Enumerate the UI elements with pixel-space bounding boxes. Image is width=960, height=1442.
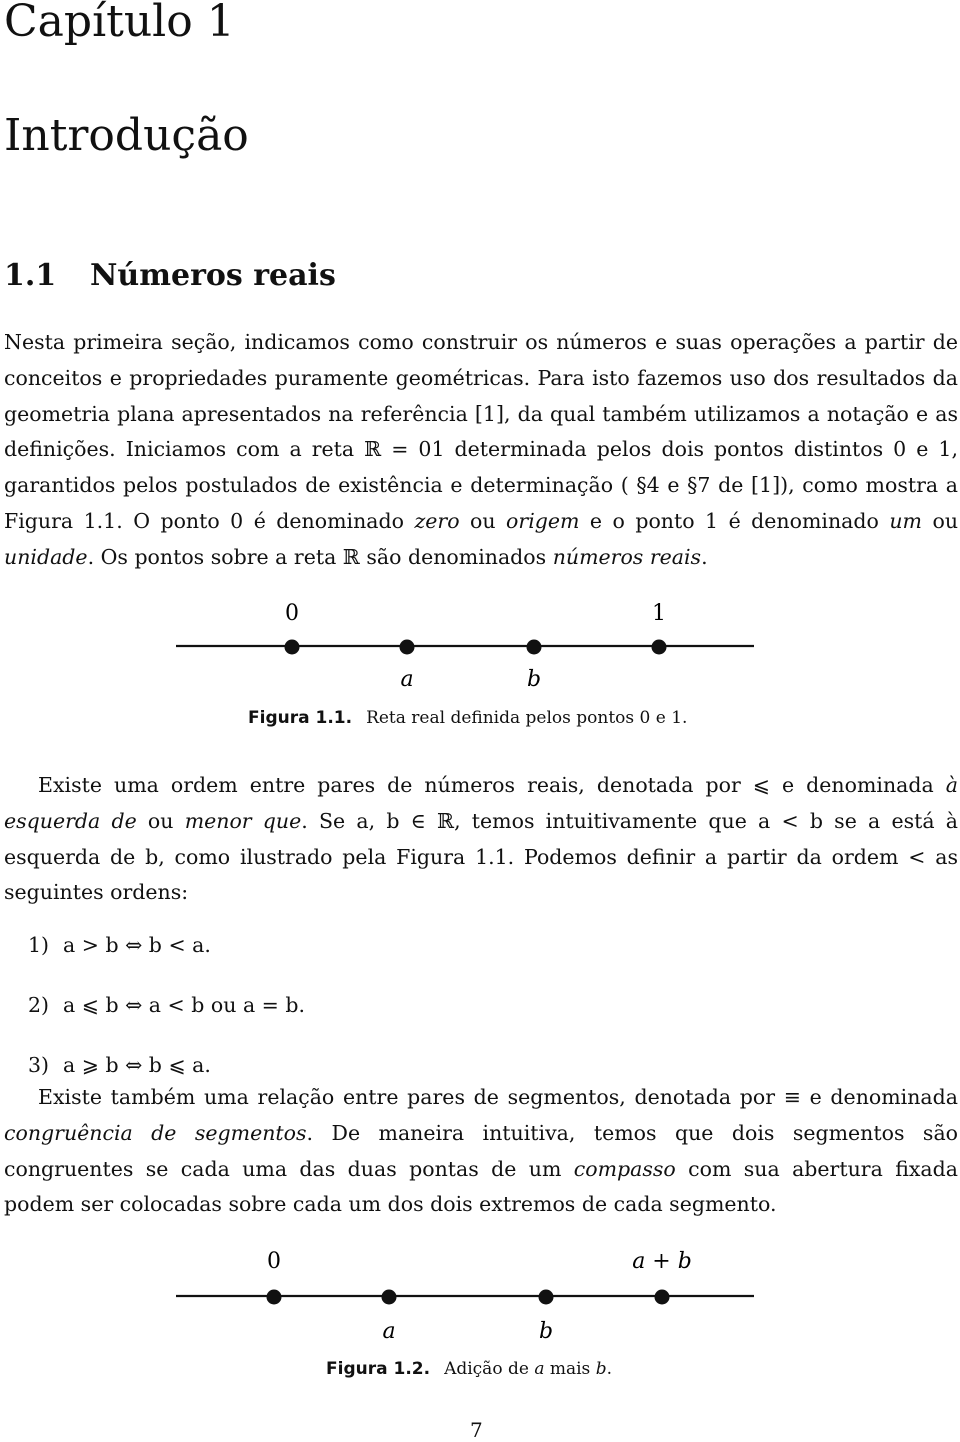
label-one: 1 (652, 601, 666, 626)
point-zero (285, 640, 300, 655)
emphasis: menor que (184, 808, 302, 833)
emphasis: à esquerda de (4, 773, 958, 833)
item-text: a ⩽ b ⇔ a < b ou a = b. (63, 993, 306, 1017)
figure-caption (326, 1357, 612, 1381)
label-a: a (382, 1319, 396, 1344)
label-b: b (526, 667, 542, 692)
caption-text: mais (544, 1359, 596, 1379)
emphasis: unidade (4, 544, 88, 569)
number-line-diagram (0, 590, 960, 710)
chapter-label: Capítulo 1 (4, 0, 235, 47)
point-b (527, 640, 542, 655)
text-run: . (701, 544, 708, 569)
point-a (400, 640, 415, 655)
caption-label: Figura 1.1. (248, 708, 353, 728)
paragraph-congruence (4, 1080, 958, 1223)
text-run: e o ponto 1 é denominado (579, 508, 890, 533)
point-one (652, 640, 667, 655)
caption-text: . (606, 1359, 612, 1379)
caption-label: Figura 1.2. (326, 1359, 431, 1379)
emphasis: congruência de segmentos (4, 1120, 307, 1145)
section-title: Números reais (90, 258, 336, 293)
text-run: . De maneira intuitiva, temos que dois segmentos são congruentes se cada uma das duas pontas de um (4, 1120, 959, 1181)
label-b: b (538, 1319, 554, 1344)
text-run: Existe uma ordem entre pares de números reais, denotada por ⩽ e denominada (38, 773, 946, 797)
text-run: Nesta primeira seção, indicamos como construir os números e suas operações a partir de conceitos e propriedades puramente geométricas. Para isto fazemos uso dos resultados da geometria plana apresentados na referência [1], da qual também utilizamos a notação e as definições. Iniciamos com a reta ℝ = 01 determinada pelos dois pontos distintos 0 e 1, garantidos pelos postulados de existência e determinação ( §4 e §7 de [1]), como mostra a Figura 1.1. O ponto 0 é denominado (4, 330, 958, 533)
text-run: . Os pontos sobre a reta ℝ são denominados (87, 544, 553, 569)
item-text: a > b ⇔ b < a. (63, 933, 211, 957)
page-number: 7 (470, 1418, 483, 1442)
text-run: Existe também uma relação entre pares de segmentos, denotada por ≡ e denominada (38, 1085, 958, 1109)
text-run: ou (922, 508, 959, 533)
section-heading (4, 254, 336, 298)
text-run: ou (459, 508, 507, 533)
emphasis: origem (506, 508, 580, 533)
addition-diagram (0, 1240, 960, 1360)
item-number: 3) (28, 1053, 50, 1077)
point-zero (267, 1290, 282, 1305)
figure-caption (248, 706, 687, 730)
order-item (28, 1050, 211, 1080)
text-run: . Se a, b ∈ ℝ, temos intuitivamente que a < b se a está à esquerda de b, como ilustrado pela Figura 1.1. Podemos definir a partir da ordem < as seguintes ordens: (4, 808, 959, 905)
item-text: a ⩾ b ⇔ b ⩽ a. (63, 1053, 211, 1077)
label-a-plus-b: a + b (632, 1249, 692, 1274)
order-item (28, 990, 305, 1020)
emphasis: zero (414, 508, 460, 533)
figure-1-1 (0, 590, 960, 740)
caption-text: Reta real definida pelos pontos 0 e 1. (366, 708, 688, 728)
figure-1-2 (0, 1240, 960, 1390)
text-run: com sua abertura fixada podem ser colocadas sobre cada um dos dois extremos de cada segmento. (4, 1156, 958, 1217)
chapter-title: Introdução (4, 110, 249, 161)
caption-emphasis: b (595, 1359, 607, 1379)
item-number: 1) (28, 933, 50, 957)
emphasis: um (889, 508, 922, 533)
emphasis: números reais (552, 544, 702, 569)
emphasis: compasso (573, 1156, 676, 1181)
label-zero: 0 (267, 1249, 281, 1274)
point-b (539, 1290, 554, 1305)
caption-text: Adição de (444, 1359, 535, 1379)
point-sum (655, 1290, 670, 1305)
order-item (28, 930, 211, 960)
text-run: ou (136, 808, 185, 833)
caption-emphasis: a (534, 1359, 545, 1379)
section-number: 1.1 (4, 258, 57, 293)
paragraph-order (4, 768, 958, 911)
paragraph-intro (4, 325, 958, 576)
point-a (382, 1290, 397, 1305)
label-a: a (400, 667, 414, 692)
item-number: 2) (28, 993, 50, 1017)
label-zero: 0 (285, 601, 299, 626)
